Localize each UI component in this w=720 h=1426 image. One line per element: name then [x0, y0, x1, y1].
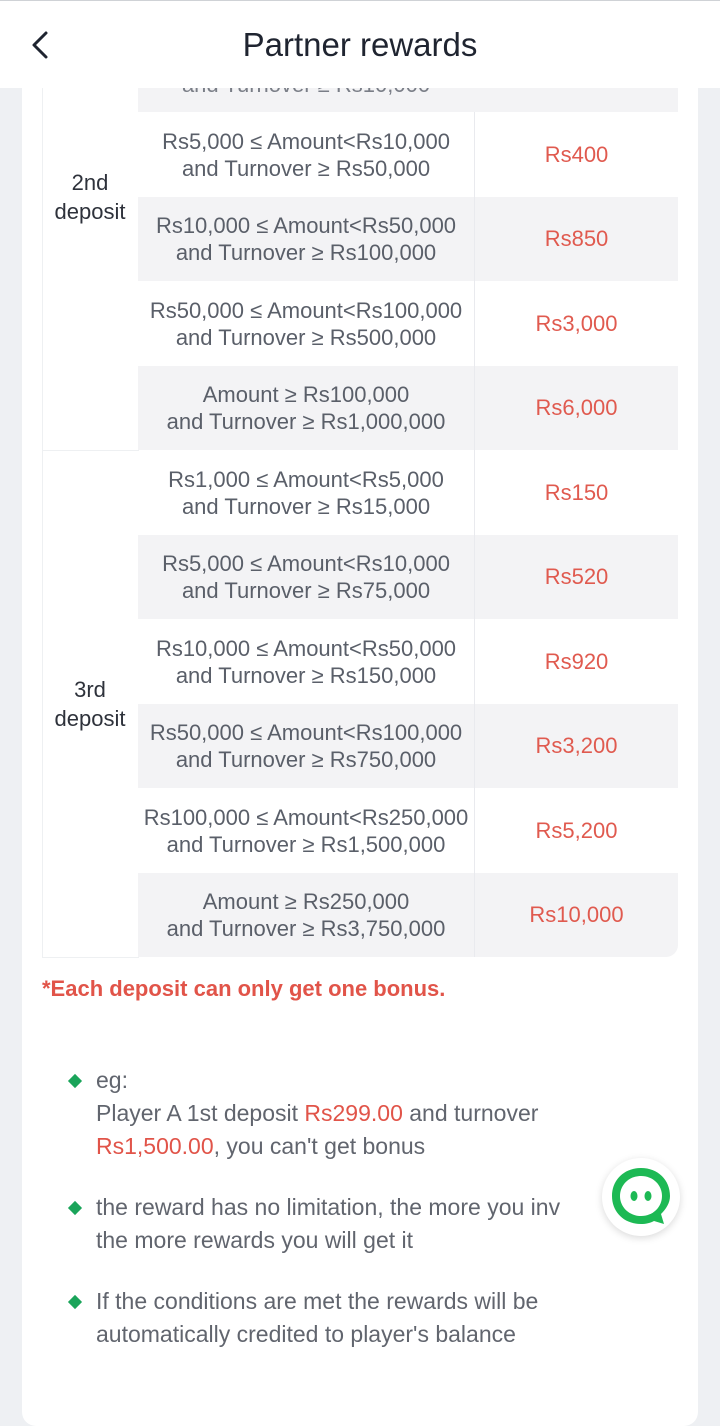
- condition-cell: Rs50,000 ≤ Amount<Rs100,000 and Turnover ≥ Rs750,000: [138, 704, 475, 788]
- diamond-bullet-icon: [68, 1201, 82, 1215]
- reward-cell: Rs850: [544, 226, 609, 251]
- table-row: [138, 704, 678, 788]
- reward-cell: Rs520: [544, 564, 609, 589]
- bonus-note: *Each deposit can only get one bonus.: [42, 976, 446, 1001]
- table-row: [138, 281, 678, 366]
- diamond-bullet-icon: [68, 1295, 82, 1309]
- table-row: [138, 366, 678, 450]
- table-row: [138, 197, 678, 281]
- reward-cell: Rs10,000: [529, 902, 624, 927]
- reward-cell: Rs3,200: [535, 733, 618, 758]
- table-row: [138, 450, 678, 535]
- page-title: Partner rewards: [242, 26, 478, 63]
- group-label-2nd: 2nd deposit: [54, 170, 126, 224]
- condition-cell: Rs5,000 ≤ Amount<Rs10,000 and Turnover ≥ Rs50,000: [138, 112, 475, 197]
- rewards-card: [22, 62, 698, 1426]
- list-item: eg: Player A 1st deposit Rs299.00 and turnover Rs1,500.00, you can't get bonus: [68, 1064, 628, 1163]
- table-row: [138, 535, 678, 619]
- condition-cell: Amount ≥ Rs100,000 and Turnover ≥ Rs1,000,000: [138, 366, 475, 450]
- header-bar: [0, 0, 720, 88]
- condition-cell: Rs50,000 ≤ Amount<Rs100,000 and Turnover ≥ Rs500,000: [138, 281, 475, 366]
- reward-cell: Rs6,000: [535, 395, 618, 420]
- diamond-bullet-icon: [68, 1074, 82, 1088]
- condition-cell: Rs100,000 ≤ Amount<Rs250,000 and Turnover ≥ Rs1,500,000: [138, 788, 475, 873]
- condition-cell: Rs5,000 ≤ Amount<Rs10,000 and Turnover ≥ Rs75,000: [138, 535, 475, 619]
- condition-cell: Rs10,000 ≤ Amount<Rs50,000 and Turnover ≥ Rs100,000: [138, 197, 475, 281]
- table-row: [138, 619, 678, 704]
- condition-cell: Rs1,000 ≤ Amount<Rs5,000 and Turnover ≥ Rs15,000: [138, 450, 475, 535]
- table-row: [138, 873, 678, 957]
- table-row: [138, 112, 678, 197]
- reward-cell: Rs3,000: [535, 310, 618, 336]
- group-label-3rd: 3rd deposit: [54, 677, 126, 731]
- group-cell-2nd: [42, 62, 139, 451]
- reward-cell: Rs400: [544, 141, 609, 167]
- chat-bubble-icon: [602, 1158, 680, 1236]
- reward-cell: Rs920: [544, 648, 609, 674]
- reward-cell: Rs5,200: [535, 817, 618, 843]
- rules-list: [68, 1064, 628, 1379]
- table-row: [138, 788, 678, 873]
- condition-cell: Amount ≥ Rs250,000 and Turnover ≥ Rs3,750,000: [138, 873, 475, 957]
- condition-cell: Rs10,000 ≤ Amount<Rs50,000 and Turnover ≥ Rs150,000: [138, 619, 475, 704]
- list-item: If the conditions are met the rewards will be automatically credited to player's balance: [68, 1285, 628, 1351]
- list-item: the reward has no limitation, the more you inv the more rewards you will get it: [68, 1191, 628, 1257]
- reward-cell: Rs150: [544, 479, 609, 505]
- chat-support-button[interactable]: [602, 1158, 680, 1236]
